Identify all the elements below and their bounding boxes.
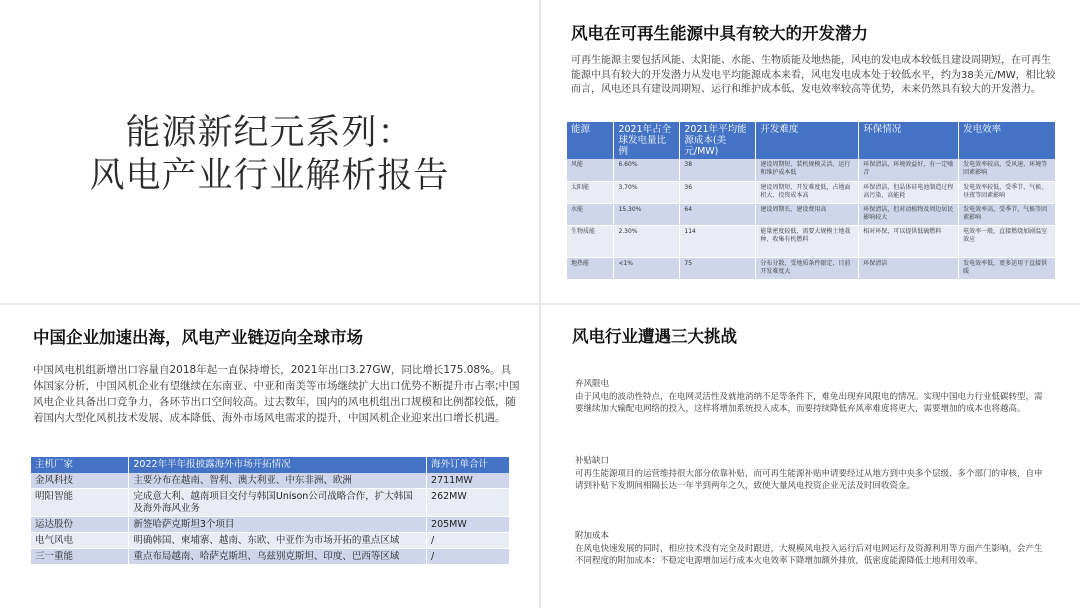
table-cell: 发电效率低，更多运用于直接供暖 [959, 257, 1056, 279]
table-cell: 三一重能 [31, 549, 129, 565]
table-cell: 36 [680, 181, 756, 203]
cover-title-line-1: 能源新纪元系列： [125, 113, 414, 153]
challenge-additional-cost [575, 530, 1045, 568]
table-cell: 风能 [567, 159, 614, 181]
table-cell: 建设周期短、开发难度低，占地面积大、投资成本高 [756, 181, 859, 203]
overseas-orders-table [31, 457, 510, 565]
table-cell: <1% [614, 257, 680, 279]
table-cell: 相对环保，可以提供低硫燃料 [859, 225, 959, 257]
table-cell: 重点布局越南、哈萨克斯坦、乌兹别克斯坦、印度、巴西等区域 [129, 549, 427, 565]
slide-title: 风电在可再生能源中具有较大的开发潜力 [571, 24, 868, 43]
table-cell: 太阳能 [567, 181, 614, 203]
table-cell: / [427, 533, 510, 549]
column-header: 2021年平均能源成本(美元/MW) [680, 122, 756, 159]
table-cell: 电效率一般，直接燃烧加剧温室效应 [959, 225, 1056, 257]
table-cell: 3.70% [614, 181, 680, 203]
column-header: 海外订单合计 [427, 457, 510, 473]
table-cell: 环保清洁，环境效益好，有一定噪音 [859, 159, 959, 181]
table-cell: / [427, 549, 510, 565]
energy-comparison-table [567, 122, 1056, 280]
table-cell: 205MW [427, 517, 510, 533]
challenge-heading: 附加成本 [575, 531, 610, 541]
table-cell: 75 [680, 257, 756, 279]
column-header: 主机厂家 [31, 457, 129, 473]
table-cell: 明确韩国、柬埔寨、越南、东欧、中亚作为市场开拓的重点区域 [129, 533, 427, 549]
challenge-text: 由于风电的波动性特点，在电网灵活性及就地消纳不足等条件下，难免出现弃风限电的情况。实现中国电力行业低碳转型，需要继续加大输配电网络的投入，这样将增加系统投入成本，而要持续降低弃风率难度将更大，需要增加的成本也将越高。 [575, 391, 1043, 414]
slide-title: 中国企业加速出海，风电产业链迈向全球市场 [33, 328, 363, 347]
challenge-curtailment [575, 378, 1045, 416]
table-row [567, 203, 1056, 225]
table-cell: 能量密度较低，需要大规模土地栽种、收集有机燃料 [756, 225, 859, 257]
table-cell: 262MW [427, 489, 510, 517]
cover-title [0, 112, 539, 198]
table-cell: 分布分散，受地质条件限定，目前开发难度大 [756, 257, 859, 279]
table-cell: 环保清洁，但晶体硅电池制造过程高污染、高能耗 [859, 181, 959, 203]
column-header: 能源 [567, 122, 614, 159]
table-cell: 15.30% [614, 203, 680, 225]
table-cell: 6.60% [614, 159, 680, 181]
table-cell: 新签哈萨克斯坦3个项目 [129, 517, 427, 533]
table-cell: 发电效率较低，受季节、气候、昼夜等因素影响 [959, 181, 1056, 203]
table-cell: 发电效率高，受季节、气候等因素影响 [959, 203, 1056, 225]
challenges-slide [541, 305, 1080, 608]
table-row [31, 489, 510, 517]
column-header: 2021年占全球发电量比例 [614, 122, 680, 159]
table-cell: 主要分布在越南、智利、澳大利亚、中东非洲、欧洲 [129, 473, 427, 489]
slide-title: 风电行业遭遇三大挑战 [572, 327, 737, 346]
table-cell: 完成意大利、越南项目交付与韩国Unison公司战略合作，扩大韩国及海外海风业务 [129, 489, 427, 517]
challenge-text: 在风电快速发展的同时，相应技术没有完全及时跟进，大规模风电投入运行后对电网运行及资源利用等方面产生影响，会产生不同程度的附加成本：不稳定电源增加运行成本火电效率下降增加额外排放，低密度能源降低土地利用效率。 [575, 543, 1043, 566]
table-header-row [567, 122, 1056, 159]
table-cell: 64 [680, 203, 756, 225]
table-cell: 运达股份 [31, 517, 129, 533]
table-cell: 38 [680, 159, 756, 181]
table-cell: 环保清洁 [859, 257, 959, 279]
table-row [31, 533, 510, 549]
table-row [31, 549, 510, 565]
column-header: 环保情况 [859, 122, 959, 159]
table-cell: 金风科技 [31, 473, 129, 489]
table-row [31, 473, 510, 489]
table-header-row [31, 457, 510, 473]
table-cell: 地热能 [567, 257, 614, 279]
slide-paragraph: 中国风电机组新增出口容量自2018年起一直保持增长，2021年出口3.27GW，同比增长175.08%。具体国家分析，中国风机企业有望继续在东南亚、中亚和南美等市场继续扩大出口优势不断提升市占率;中国风电企业具备出口竞争力，各环节出口空间较高。过去数年，国内的风电机组出口规模和比例都较低，随着国内大型化风机技术发展、成本降低、海外市场风电需求的提升，中国风机企业迎来出口增长机遇。 [33, 364, 520, 424]
overseas-slide [0, 305, 539, 608]
table-row [567, 257, 1056, 279]
table-cell: 水能 [567, 203, 614, 225]
table-cell: 电气风电 [31, 533, 129, 549]
challenge-heading: 弃风限电 [575, 379, 610, 389]
table-cell: 环保清洁，但对动植物及周边居民影响较大 [859, 203, 959, 225]
table-cell: 明阳智能 [31, 489, 129, 517]
challenge-text: 可再生能源项目的运营维持很大部分依靠补贴，而可再生能源补贴申请要经过从地方到中央多个层级、多个部门的审核，自申请到补贴下发期间相隔长达一年半到两年之久，致使大量风电投资企业无法及时回收资金。 [575, 468, 1043, 491]
table-cell: 建设周期长、建设费用高 [756, 203, 859, 225]
column-header: 发电效率 [959, 122, 1056, 159]
challenge-heading: 补贴缺口 [575, 456, 610, 466]
table-cell: 2.30% [614, 225, 680, 257]
column-header: 开发难度 [756, 122, 859, 159]
table-cell: 建设周期短、装机规模灵活、运行和维护成本低 [756, 159, 859, 181]
potential-slide [541, 0, 1080, 303]
table-row [31, 517, 510, 533]
challenge-subsidy-gap [575, 455, 1045, 493]
table-row [567, 225, 1056, 257]
table-cell: 发电效率较高，受风速、环境等因素影响 [959, 159, 1056, 181]
cover-title-line-2: 风电产业行业解析报告 [89, 156, 450, 196]
cover-slide [0, 0, 539, 303]
table-cell: 2711MW [427, 473, 510, 489]
table-cell: 114 [680, 225, 756, 257]
table-row [567, 181, 1056, 203]
column-header: 2022年半年报披露海外市场开拓情况 [129, 457, 427, 473]
table-cell: 生物质能 [567, 225, 614, 257]
slide-paragraph: 可再生能源主要包括风能、太阳能、水能、生物质能及地热能，风电的发电成本较低且建设周期短，在可再生能源中具有较大的开发潜力从发电平均能源成本来看，风电发电成本处于较低水平，约为38美元/MW，相比较而言，风电还具有建设周期短、运行和维护成本低、发电效率较高等优势，未来仍然具有较大的开发潜力。 [571, 55, 1056, 95]
table-row [567, 159, 1056, 181]
